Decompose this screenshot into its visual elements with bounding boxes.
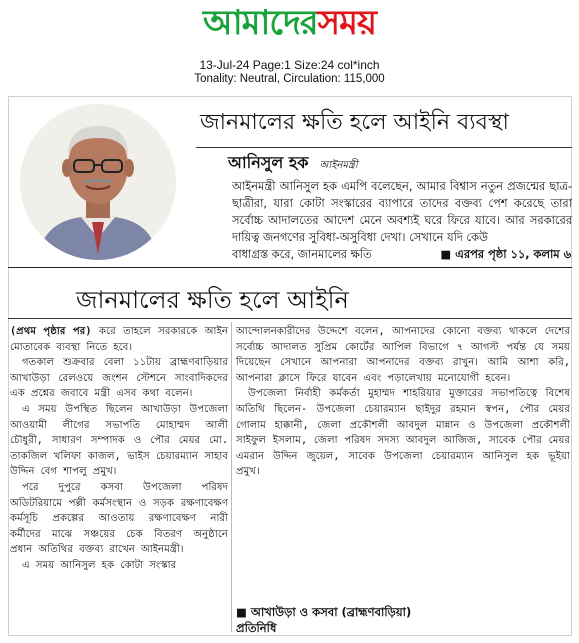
dateline-correspondent: প্রতিনিধি: [236, 621, 277, 635]
column-paragraph: গতকাল শুক্রবার বেলা ১১টায় ব্রাহ্মণবাড়িয়ার আখাউড়া রেলওয়ে জংশন স্টেশনে সাংবাদিকদের এক প্রশ্নের জবাবে মন্ত্রী এসব কথা বলেন।: [10, 357, 228, 400]
lead-paragraph: আইনমন্ত্রী আনিসুল হক এমপি বলেছেন, আমার বিশ্বাস নতুন প্রজন্মের ছাত্র-ছাত্রীরা, যারা কোটা সংস্কারের ব্যাপারে তাদের বক্তব্য পেশ করেছে তারা সর্বোচ্চ আদালতের আদেশ মেনে অবশ্যই ঘরে ফিরে যাবে। আর সরকারের দায়িত্ব জনগণের সুবিধা-অসুবিধা দেখা। সেখানে যদি কেউ: [232, 179, 572, 244]
author-role: আইনমন্ত্রী: [319, 160, 358, 171]
masthead: [0, 0, 579, 48]
clipping-meta-date: 13-Jul-24 Page:1 Size:24 col*inch: [199, 58, 380, 72]
article-column-1: [10, 324, 228, 636]
author-name: আনিসুল হক: [228, 153, 309, 172]
continuation-rule: [8, 318, 572, 319]
main-headline: জানমালের ক্ষতি হলে আইনি ব্যবস্থা: [200, 110, 509, 135]
continuation-headline: জানমালের ক্ষতি হলে আইনি: [76, 286, 349, 314]
column-paragraph: এ সময় উপস্থিত ছিলেন আখাউড়া উপজেলা আওয়ামী লীগের সভাপতি মোহাম্মদ আলী চৌধুরী, সাধারণ সম্পাদক ও পৌর মেয়র মো. তাকজিল খলিফা কাজল, ভাইস চেয়ারম্যান সাহাব উদ্দিন বেগ শাপলু প্রমুখ।: [10, 403, 228, 478]
section-separator: [8, 267, 572, 268]
column-paragraph: [10, 324, 228, 355]
continued-reference: ■ এরপর পৃষ্ঠা ১১, কলাম ৬: [436, 246, 571, 263]
column-paragraph: পরে দুপুরে কসবা উপজেলা পরিষদ অডিটরিয়ামে পল্লী কর্মসংস্থান ও সড়ক রক্ষণাবেক্ষণ কর্মসূচি প্রকল্পের আওতায় রক্ষণাবেক্ষণ নারী কর্মীদের মাঝে সঞ্চয়ের চেক বিতরণ অনুষ্ঠানে প্রধান অতিথির বক্তব্য রাখেন আইনমন্ত্রী।: [10, 481, 228, 556]
column-paragraph: এ সময় আনিসুল হক কোটা সংস্কার: [22, 559, 177, 571]
article-column-2: [236, 324, 570, 610]
headline-rule: [196, 147, 572, 148]
logo-part-red: সময়: [317, 3, 376, 43]
dateline: [236, 604, 570, 636]
continued-from-label: (প্রথম পৃষ্ঠার পর): [10, 326, 92, 337]
clipping-meta-tonality: Tonality: Neutral, Circulation: 115,000: [194, 73, 385, 85]
author-photo: [20, 104, 176, 260]
column-paragraph: উপজেলা নির্বাহী কর্মকর্তা মুহাম্মদ শাহরিয়ার মুক্তারের সভাপতিত্বে বিশেষ অতিথি ছিলেন- উপজেলা চেয়ারম্যান ছাইদুর রহমান স্বপন, পৌর মেয়র গোলাম হাক্কানী, জেলা প্রকৌশলী আবদুল মান্নান ও উপজেলা প্রকৌশলী সাইফুল ইসলাম, জেলা পরিষদ সদস্য আবদুল আজিজ, সাবেক পৌর মেয়র এমরান উদ্দিন জুয়েল, সাবেক উপজেলা চেয়ারম্যান আনিসুল হক ভূইয়া প্রমুখ।: [236, 388, 570, 478]
logo-part-green: আমাদের: [203, 3, 318, 43]
column-paragraph: আন্দোলনকারীদের উদ্দেশে বলেন, আপনাদের কোনো বক্তব্য থাকলে দেশের সর্বোচ্চ আদালত সুপ্রিম কোর্টের আপিল বিভাগে ৭ আগস্ট পর্যন্ত যে সময় দিয়েছেন সেখানে আপনারা আপনাদের বক্তব্য রাখুন। আমি আশা করি, আপনারা ক্লাসে ফিরে যাবেন এবং পড়ালেখায় মনোযোগী হবেন।: [236, 326, 570, 384]
portrait-illustration: [20, 104, 176, 260]
paragraph-text: করে তাহলে সরকারকে আইন মোতাবেক ব্যবস্থা নিতে হবে।: [10, 326, 228, 353]
column-divider: [231, 322, 232, 632]
author-line: [228, 150, 358, 177]
dateline-location: ■ আখাউড়া ও কসবা (ব্রাহ্মণবাড়িয়া): [236, 605, 412, 619]
newspaper-logo: [203, 2, 376, 44]
lead-paragraph-end: বাধাগ্রস্ত করে, জানমালের ক্ষতি: [232, 247, 372, 261]
